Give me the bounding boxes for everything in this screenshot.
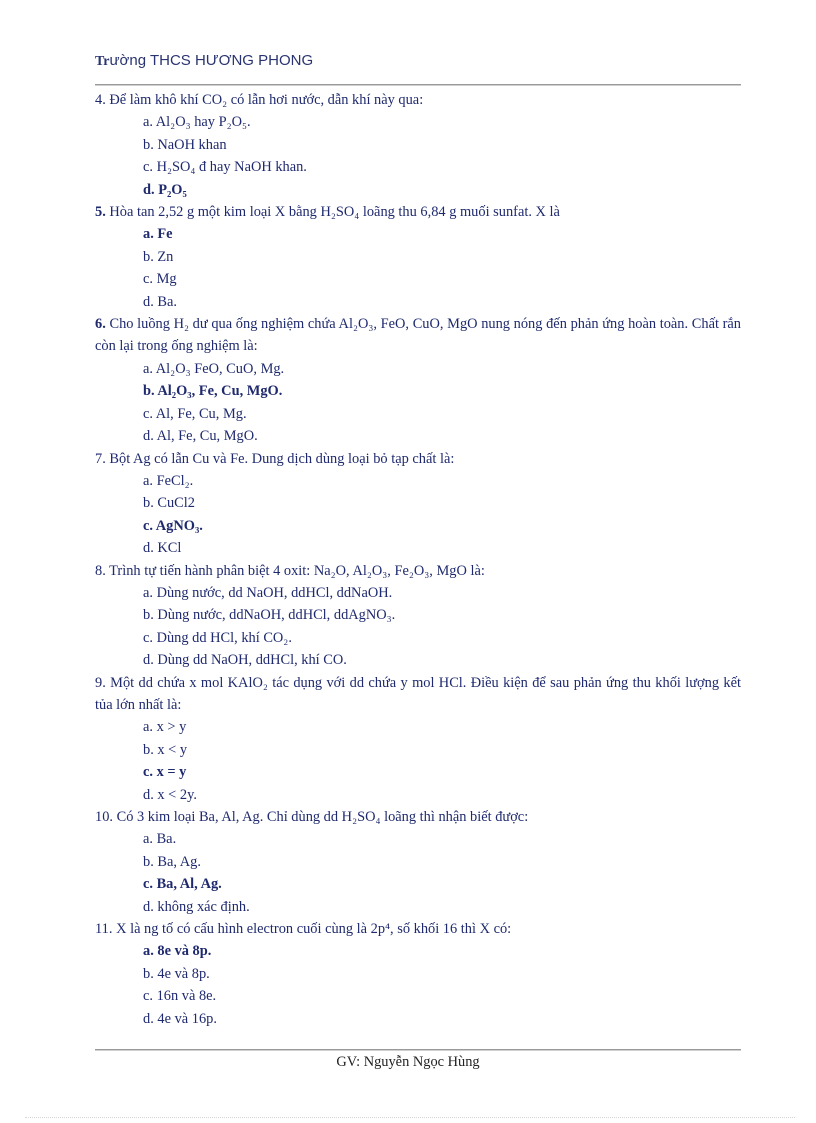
question-number: 11.: [95, 921, 113, 938]
option-10a: a. Ba.: [143, 831, 177, 848]
question-text: Một dd chứa x mol KAlO₂ tác dụng với dd chứa y mol HCl. Điều kiện để sau phản ứng thu khối lượng kết tủa lớn nhất là:: [95, 674, 741, 713]
option-8c: c. Dùng dd HCl, khí CO₂.: [143, 629, 292, 646]
question-number: 7.: [95, 450, 106, 467]
school-name-prefix: Tr: [95, 54, 110, 69]
option-10c-answer: c. Ba, Al, Ag.: [143, 876, 222, 893]
question-list: [95, 89, 741, 1030]
option-11d: d. 4e và 16p.: [143, 1010, 217, 1027]
option-10d: d. không xác định.: [143, 898, 250, 915]
option-8b: b. Dùng nước, ddNaOH, ddHCl, ddAgNO₃.: [143, 607, 396, 624]
option-11c: c. 16n và 8e.: [143, 988, 217, 1005]
page-header: [95, 52, 313, 70]
question-10: [95, 806, 741, 828]
option-9b: b. x < y: [143, 741, 188, 758]
option-6c: c. Al, Fe, Cu, Mg.: [143, 405, 247, 422]
page-footer: GV: Nguyễn Ngọc Hùng: [336, 1054, 480, 1070]
question-6: [95, 313, 741, 358]
question-text: Có 3 kim loại Ba, Al, Ag. Chỉ dùng dd H₂SO₄ loãng thì nhận biết được:: [116, 809, 529, 825]
option-4c: c. H₂SO₄ đ hay NaOH khan.: [143, 159, 307, 176]
question-text: Trình tự tiến hành phân biệt 4 oxit: Na₂O, Al₂O₃, Fe₂O₃, MgO là:: [109, 562, 485, 579]
option-8a: a. Dùng nước, dd NaOH, ddHCl, ddNaOH.: [143, 584, 393, 601]
option-5b: b. Zn: [143, 248, 174, 265]
option-4b: b. NaOH khan: [143, 136, 227, 153]
option-8d: d. Dùng dd NaOH, ddHCl, khí CO.: [143, 652, 347, 669]
question-9: [95, 672, 741, 717]
question-4: [95, 89, 741, 111]
option-7a: a. FeCl₂.: [143, 472, 194, 489]
footer-rule: [95, 1049, 741, 1051]
header-rule: [95, 84, 741, 86]
option-11b: b. 4e và 8p.: [143, 965, 210, 982]
page-bottom-border: [25, 1117, 795, 1118]
option-9c-answer: c. x = y: [143, 764, 187, 781]
question-11: [95, 918, 741, 940]
question-text: Cho luồng H₂ dư qua ống nghiệm chứa Al₂O₃, FeO, CuO, MgO nung nóng đến phản ứng hoàn toàn. Chất rắn còn lại trong ống nghiệm là:: [95, 316, 741, 355]
question-number: 6.: [95, 316, 106, 333]
option-9a: a. x > y: [143, 719, 187, 736]
question-8: [95, 560, 741, 582]
question-5: [95, 201, 741, 223]
option-5d: d. Ba.: [143, 293, 177, 310]
option-5c: c. Mg: [143, 271, 177, 288]
question-text: Để làm khô khí CO₂ có lẫn hơi nước, dẫn khí này qua:: [109, 92, 424, 108]
option-4d-answer: d. P₂O₅: [143, 181, 187, 198]
option-6a: a. Al₂O₃ FeO, CuO, Mg.: [143, 360, 285, 377]
question-text: X là ng tố có cấu hình electron cuối cùng là 2p⁴, số khối 16 thì X có:: [116, 921, 512, 938]
question-7: [95, 448, 741, 470]
option-9d: d. x < 2y.: [143, 786, 197, 803]
school-name: ường THCS HƯƠNG PHONG: [109, 52, 314, 69]
question-number: 4.: [95, 92, 106, 108]
option-7b: b. CuCl2: [143, 495, 195, 512]
option-6b-answer: b. Al₂O₃, Fe, Cu, MgO.: [143, 383, 283, 400]
question-number: 10.: [95, 809, 113, 825]
question-number: 9.: [95, 674, 106, 691]
question-text: Hòa tan 2,52 g một kim loại X bằng H₂SO₄ loãng thu 6,84 g muối sunfat. X là: [109, 204, 560, 221]
question-number: 5.: [95, 204, 106, 221]
question-number: 8.: [95, 562, 106, 579]
option-5a-answer: a. Fe: [143, 226, 173, 243]
option-10b: b. Ba, Ag.: [143, 853, 201, 870]
option-4a: a. Al₂O₃ hay P₂O₅.: [143, 114, 251, 131]
option-6d: d. Al, Fe, Cu, MgO.: [143, 428, 258, 445]
question-text: Bột Ag có lẫn Cu và Fe. Dung dịch dùng loại bỏ tạp chất là:: [109, 450, 455, 467]
option-7c-answer: c. AgNO₃.: [143, 517, 203, 534]
option-7d: d. KCl: [143, 540, 182, 557]
option-11a-answer: a. 8e và 8p.: [143, 943, 212, 960]
